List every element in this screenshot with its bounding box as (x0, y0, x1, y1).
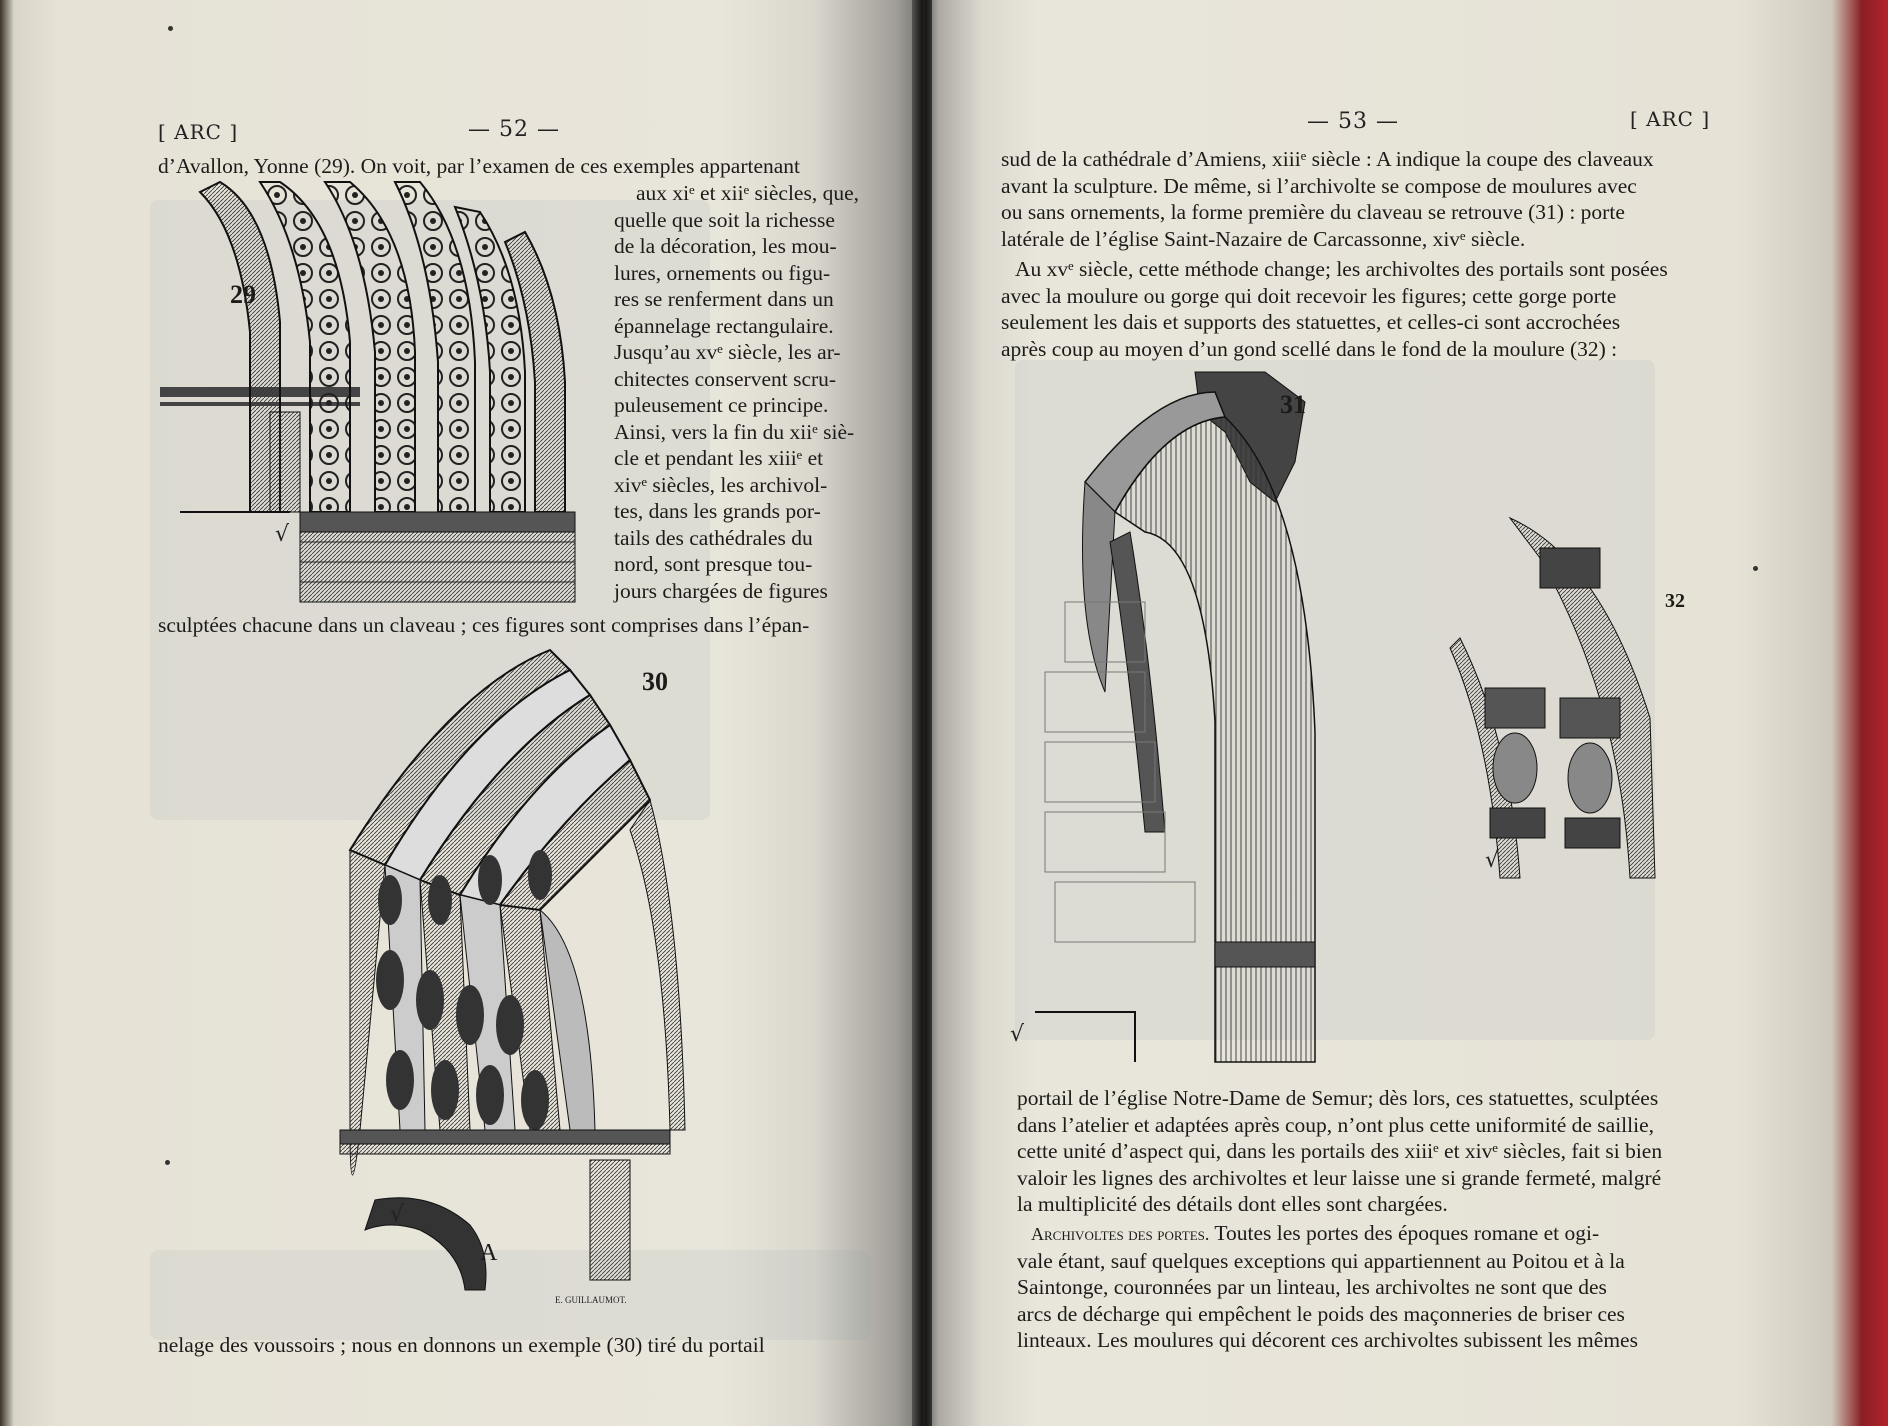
text-line: res se renferment dans un (614, 287, 834, 311)
section-a-label: A (480, 1240, 498, 1266)
text-line: de la décoration, les mou- (614, 234, 837, 258)
text-line: sculptées chacune dans un claveau ; ces figures sont comprises dans l’épan- (158, 613, 810, 637)
text-line: tes, dans les grands por- (614, 499, 821, 523)
text-line: nelage des voussoirs ; nous en donnons un exemple (30) tiré du portail (158, 1333, 765, 1357)
text-line: Ainsi, vers la fin du xiiᵉ siè- (614, 419, 855, 444)
north-arrow-mark: √ (1010, 1022, 1025, 1047)
right-paragraph-archivoltes (1017, 1220, 1737, 1354)
north-arrow-mark: √ (1485, 848, 1500, 873)
page-number: — 53 — (1307, 109, 1399, 134)
right-running-head (1630, 107, 1710, 131)
right-paragraph-2 (1001, 256, 1711, 362)
text-line: seulement les dais et supports des statuettes, et celles-ci sont accrochées (1001, 310, 1621, 334)
figure-31-number: 31 (1280, 390, 1306, 419)
text-line: linteaux. Les moulures qui décorent ces archivoltes subissent les mêmes (1017, 1328, 1638, 1352)
page-number: — 52 — (468, 117, 560, 142)
text-line: avant la sculpture. De même, si l’archivolte se compose de moulures avec (1001, 173, 1637, 198)
right-page (925, 0, 1865, 1426)
text-line: lures, ornements ou figu- (614, 260, 831, 285)
north-arrow-mark: √ (390, 1202, 405, 1227)
text-line: après coup au moyen d’un gond scellé dans le fond de la moulure (32) : (1001, 336, 1618, 361)
left-line-full (158, 612, 858, 639)
text-line: ou sans ornements, la forme première du claveau se retrouve (31) : porte (1001, 200, 1625, 224)
text-run: Toutes les portes des époques romane et ogi- (1209, 1221, 1600, 1245)
engraver-signature: E. GUILLAUMOT. (555, 1295, 627, 1305)
text-line: vale étant, sauf quelques exceptions qui appartiennent au Poitou et à la (1017, 1248, 1625, 1273)
left-column-text (614, 180, 859, 604)
left-page-number (468, 117, 560, 142)
text-line: chitectes conservent scru- (614, 366, 837, 391)
text-line: la multiplicité des détails dont elles sont chargées. (1017, 1192, 1448, 1216)
text-line: Au xvᵉ siècle, cette méthode change; les archivoltes des portails sont posées (1015, 257, 1668, 281)
text-line: cle et pendant les xiiiᵉ et (614, 446, 824, 470)
left-running-head (158, 120, 238, 144)
right-page-number (1307, 109, 1399, 134)
text-line: Saintonge, couronnées par un linteau, les archivoltes ne sont que des (1017, 1275, 1607, 1299)
north-arrow-mark: √ (275, 522, 290, 547)
text-line: épannelage rectangulaire. (614, 313, 834, 338)
text-line: tails des cathédrales du (614, 525, 813, 550)
text-line: valoir les lignes des archivoltes et leur laisse une si grande fermeté, malgré (1017, 1165, 1662, 1190)
figure-32-number: 32 (1665, 590, 1685, 612)
text-line: d’Avallon, Yonne (29). On voit, par l’examen de ces exemples appartenant (158, 154, 801, 178)
figure-32-semur-portal (1450, 518, 1680, 878)
text-line: arcs de décharge qui empêchent le poids des maçonneries de briser ces (1017, 1301, 1625, 1326)
figure-29-number: 29 (230, 280, 256, 309)
text-line: avec la moulure ou gorge qui doit recevoir les figures; cette gorge porte (1001, 283, 1617, 308)
text-line: portail de l’église Notre-Dame de Semur; dès lors, ces statuettes, sculptées (1017, 1086, 1659, 1110)
left-line-bottom (158, 1332, 858, 1359)
text-line: quelle que soit la richesse (614, 207, 835, 232)
text-line: dans l’atelier et adaptées après coup, n’ont plus cette uniformité de saillie, (1017, 1112, 1655, 1137)
left-page (0, 0, 925, 1426)
speck (1753, 566, 1758, 571)
section-label: [ ARC ] (1630, 107, 1711, 131)
figure-30-archivolt-amiens (330, 650, 700, 1310)
right-top-paragraph (1001, 146, 1711, 252)
speck (165, 1160, 170, 1165)
figure-29-archivolt-avallon (160, 182, 580, 607)
text-line (1017, 1220, 1737, 1248)
text-line: cette unité d’aspect qui, dans les portails des xiiiᵉ et xivᵉ siècles, fait si bien (1017, 1139, 1663, 1163)
left-line-1 (158, 153, 858, 180)
text-line: aux xiᵉ et xiiᵉ siècles, que, (636, 181, 859, 205)
text-line: Jusqu’au xvᵉ siècle, les ar- (614, 340, 841, 364)
text-line: latérale de l’église Saint-Nazaire de Carcassonne, xivᵉ siècle. (1001, 226, 1526, 251)
subsection-title: Archivoltes des portes. (1031, 1224, 1210, 1244)
figure-31-carcassonne-door (1010, 372, 1365, 1062)
text-line: sud de la cathédrale d’Amiens, xiiiᵉ siècle : A indique la coupe des claveaux (1001, 147, 1654, 171)
text-line: puleusement ce principe. (614, 393, 829, 417)
text-line: xivᵉ siècles, les archivol- (614, 472, 828, 497)
figure-30-number: 30 (642, 667, 668, 696)
text-line: nord, sont presque tou- (614, 552, 813, 576)
right-bottom-paragraph (1017, 1085, 1717, 1218)
section-label: [ ARC ] (158, 120, 239, 144)
speck (168, 26, 173, 31)
text-line: jours chargées de figures (614, 578, 828, 603)
